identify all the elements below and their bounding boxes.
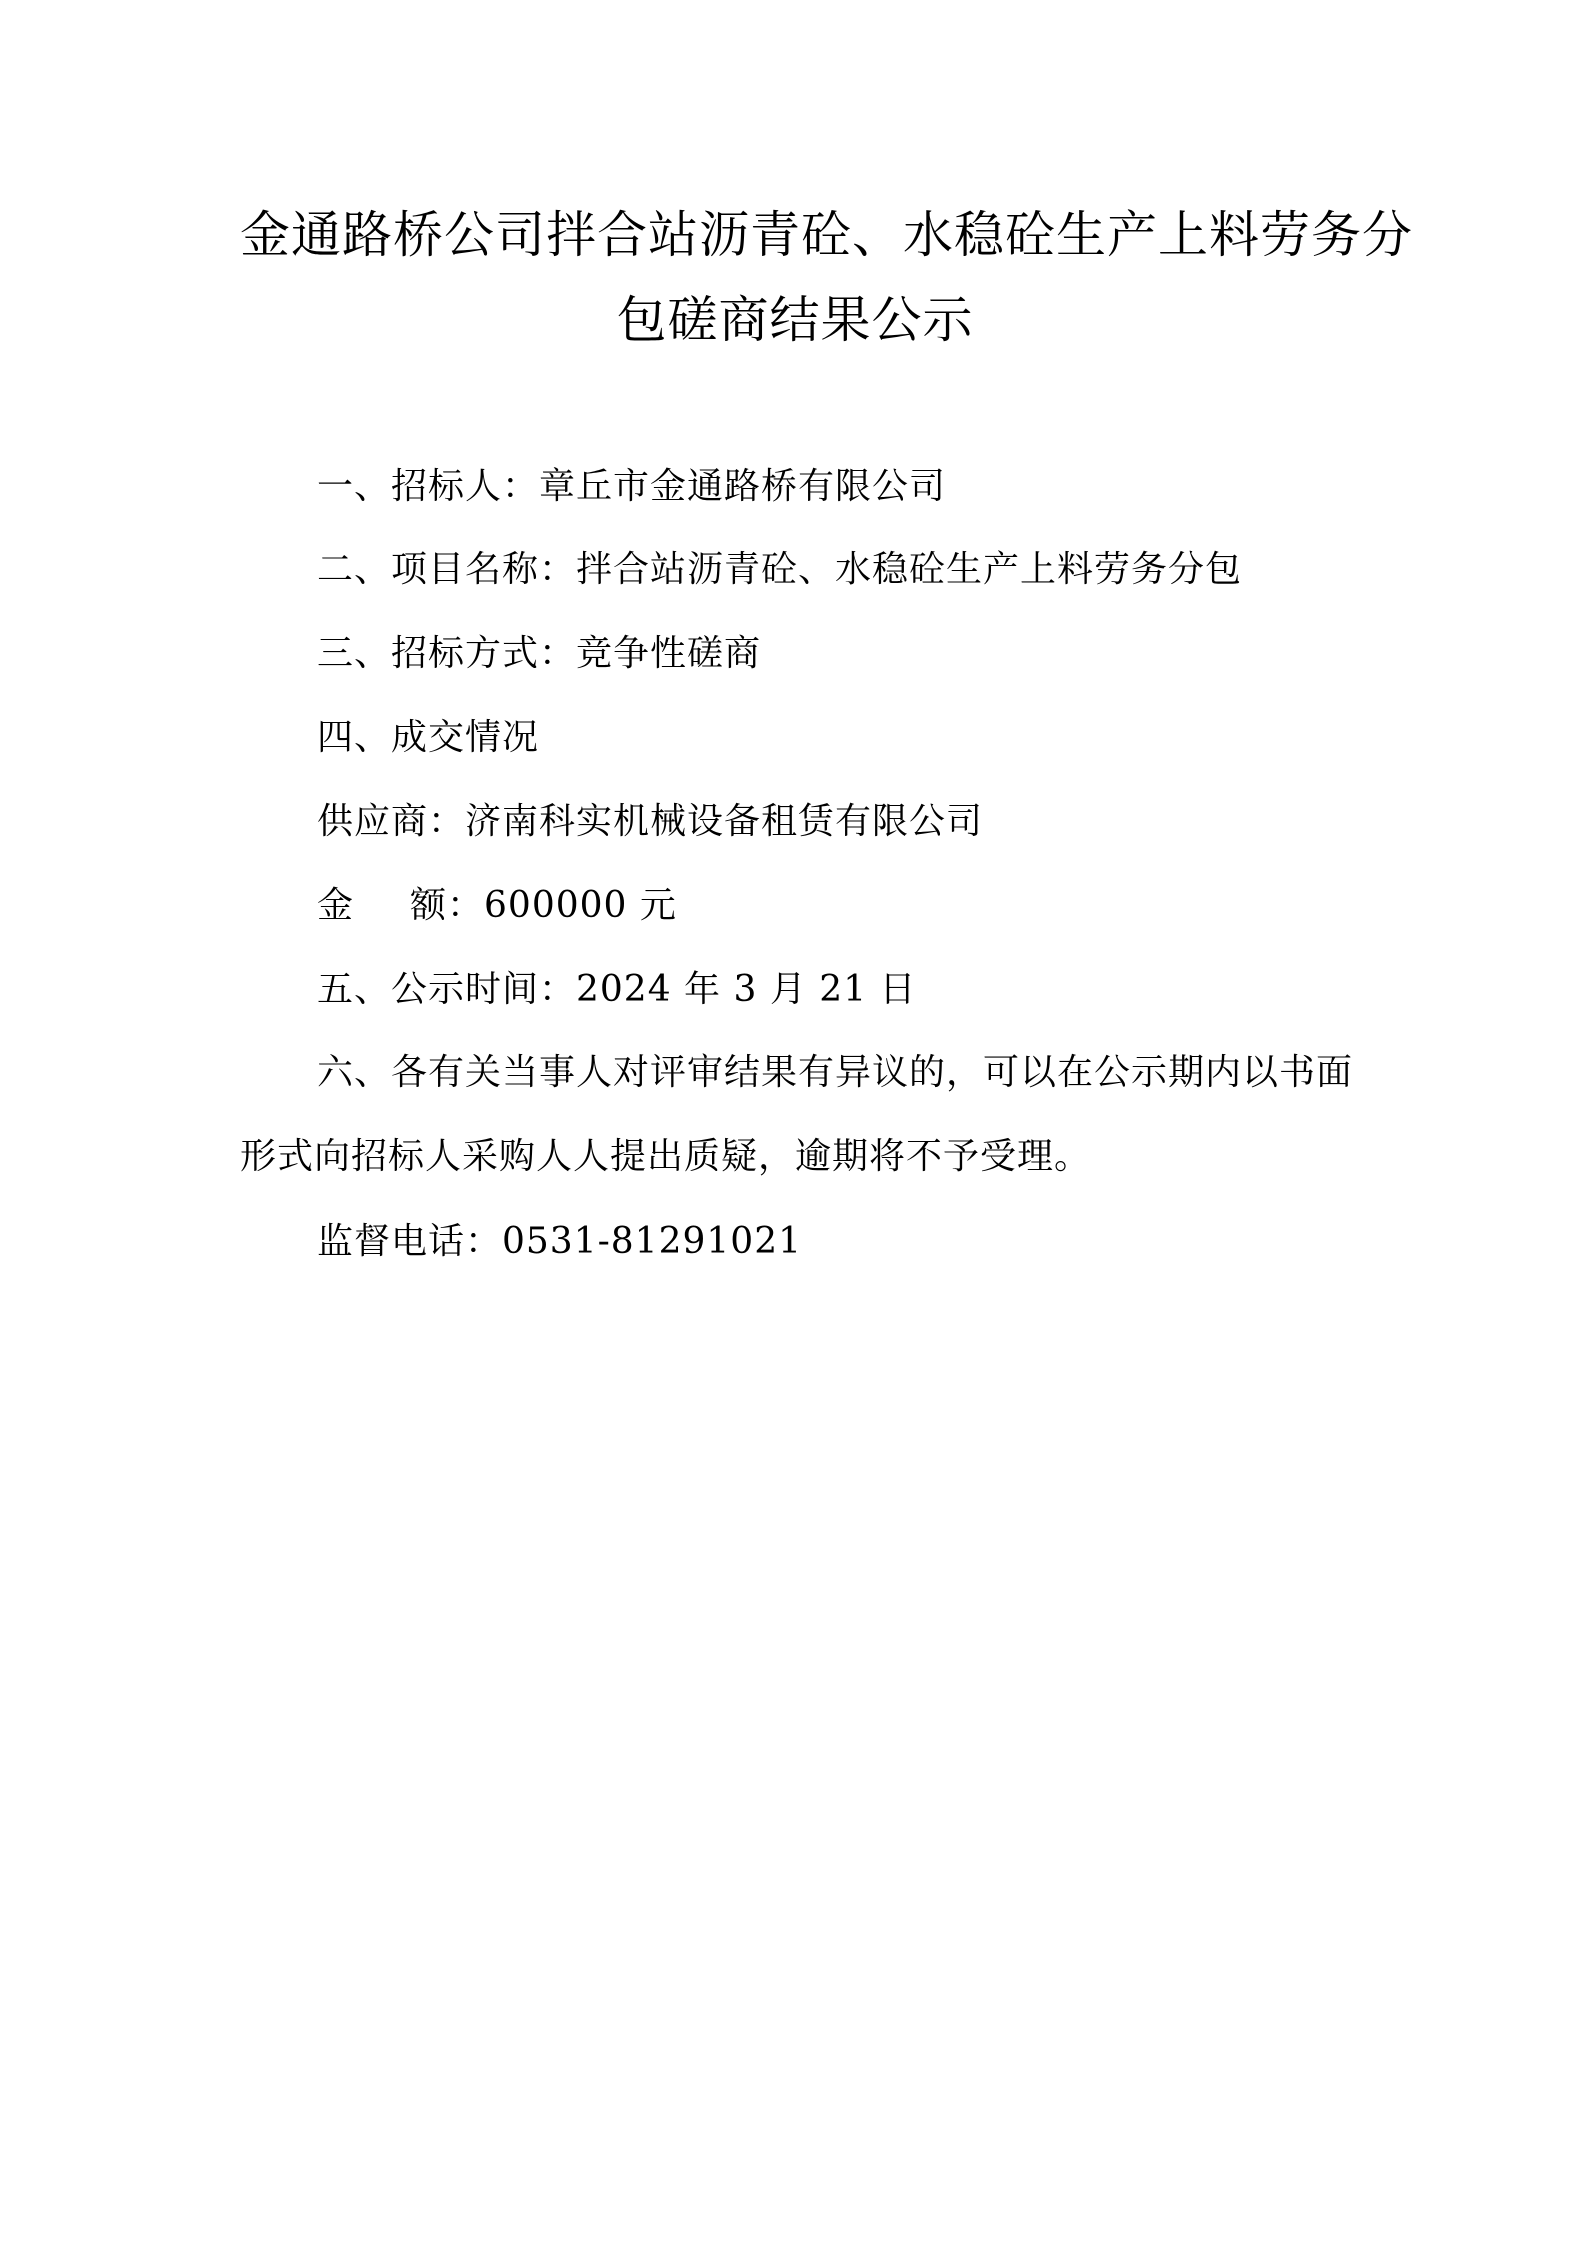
objection-line-1: 六、各有关当事人对评审结果有异议的，可以在公示期内以书面 <box>317 1052 1354 1093</box>
tenderer-line: 一、招标人：章丘市金通路桥有限公司 <box>317 466 947 507</box>
amount-label-first-char: 金 <box>317 885 355 926</box>
amount-value: 额：600000 元 <box>410 885 677 926</box>
supplier-line: 供应商：济南科实机械设备租赁有限公司 <box>317 801 984 842</box>
document-title-line-1: 金通路桥公司拌合站沥青砼、水稳砼生产上料劳务分 <box>240 206 1413 264</box>
objection-line-2: 形式向招标人采购人人提出质疑，逾期将不予受理。 <box>240 1136 1092 1177</box>
deal-status-heading: 四、成交情况 <box>317 717 540 758</box>
notice-time-line: 五、公示时间：2024 年 3 月 21 日 <box>317 969 917 1010</box>
project-name-line: 二、项目名称：拌合站沥青砼、水稳砼生产上料劳务分包 <box>317 549 1243 590</box>
supervision-phone-line: 监督电话：0531-81291021 <box>317 1221 803 1262</box>
document-title-line-2: 包磋商结果公示 <box>616 291 974 349</box>
amount-line <box>317 886 677 926</box>
tender-method-line: 三、招标方式：竞争性磋商 <box>317 633 762 674</box>
